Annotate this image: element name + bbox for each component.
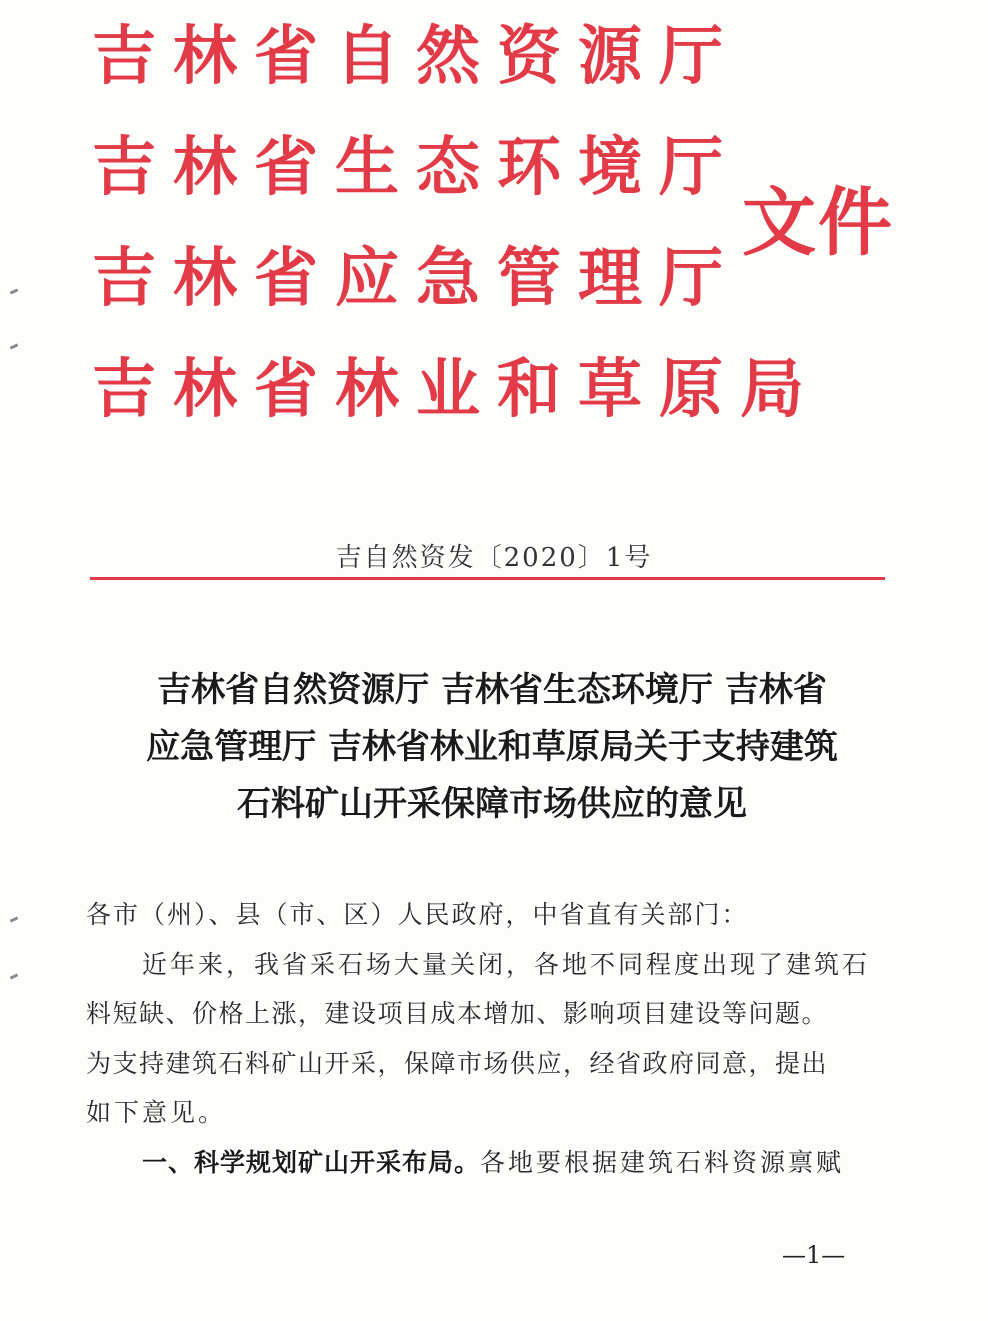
binding-mark (10, 916, 19, 922)
paragraph-line: 近年来，我省采石场大量关闭，各地不同程度出现了建筑石 (142, 949, 871, 979)
page-number: —1— (782, 1241, 846, 1269)
title-line: 应急管理厅 吉林省林业和草原局关于支持建筑 (146, 727, 838, 767)
section-1-text: 各地要根据建筑石料资源禀赋 (480, 1147, 845, 1177)
binding-mark (10, 973, 19, 979)
document-number: 吉自然资发〔2020〕1号 (335, 543, 653, 573)
binding-mark (10, 343, 19, 349)
document-title (92, 662, 892, 833)
paragraph-line: 料短缺、价格上涨，建设项目成本增加、影响项目建设等问题。 (86, 999, 829, 1028)
section-1-heading: 一、科学规划矿山开采布局。 (142, 1147, 481, 1177)
agency-natural-resources: 吉林省自然资源厅 (92, 19, 740, 94)
binding-mark (10, 288, 19, 294)
agency-ecology-environment: 吉林省生态环境厅 (92, 130, 740, 205)
agency-forestry-grassland: 吉林省林业和草原局 (92, 352, 821, 427)
title-line: 石料矿山开采保障市场供应的意见 (237, 784, 747, 824)
title-line: 吉林省自然资源厅 吉林省生态环境厅 吉林省 (157, 670, 827, 710)
paragraph-line: 如下意见。 (86, 1098, 227, 1127)
red-separator-line (90, 577, 885, 580)
document-body (86, 890, 891, 1187)
document-suffix: 文件 (742, 180, 894, 266)
agency-emergency-management: 吉林省应急管理厅 (92, 241, 740, 316)
paragraph-line: 为支持建筑石料矿山开采，保障市场供应，经省政府同意，提出 (86, 1048, 829, 1078)
section-1-line (86, 1138, 891, 1188)
salutation: 各市（州）、县（市、区）人民政府，中省直有关部门： (86, 900, 749, 929)
